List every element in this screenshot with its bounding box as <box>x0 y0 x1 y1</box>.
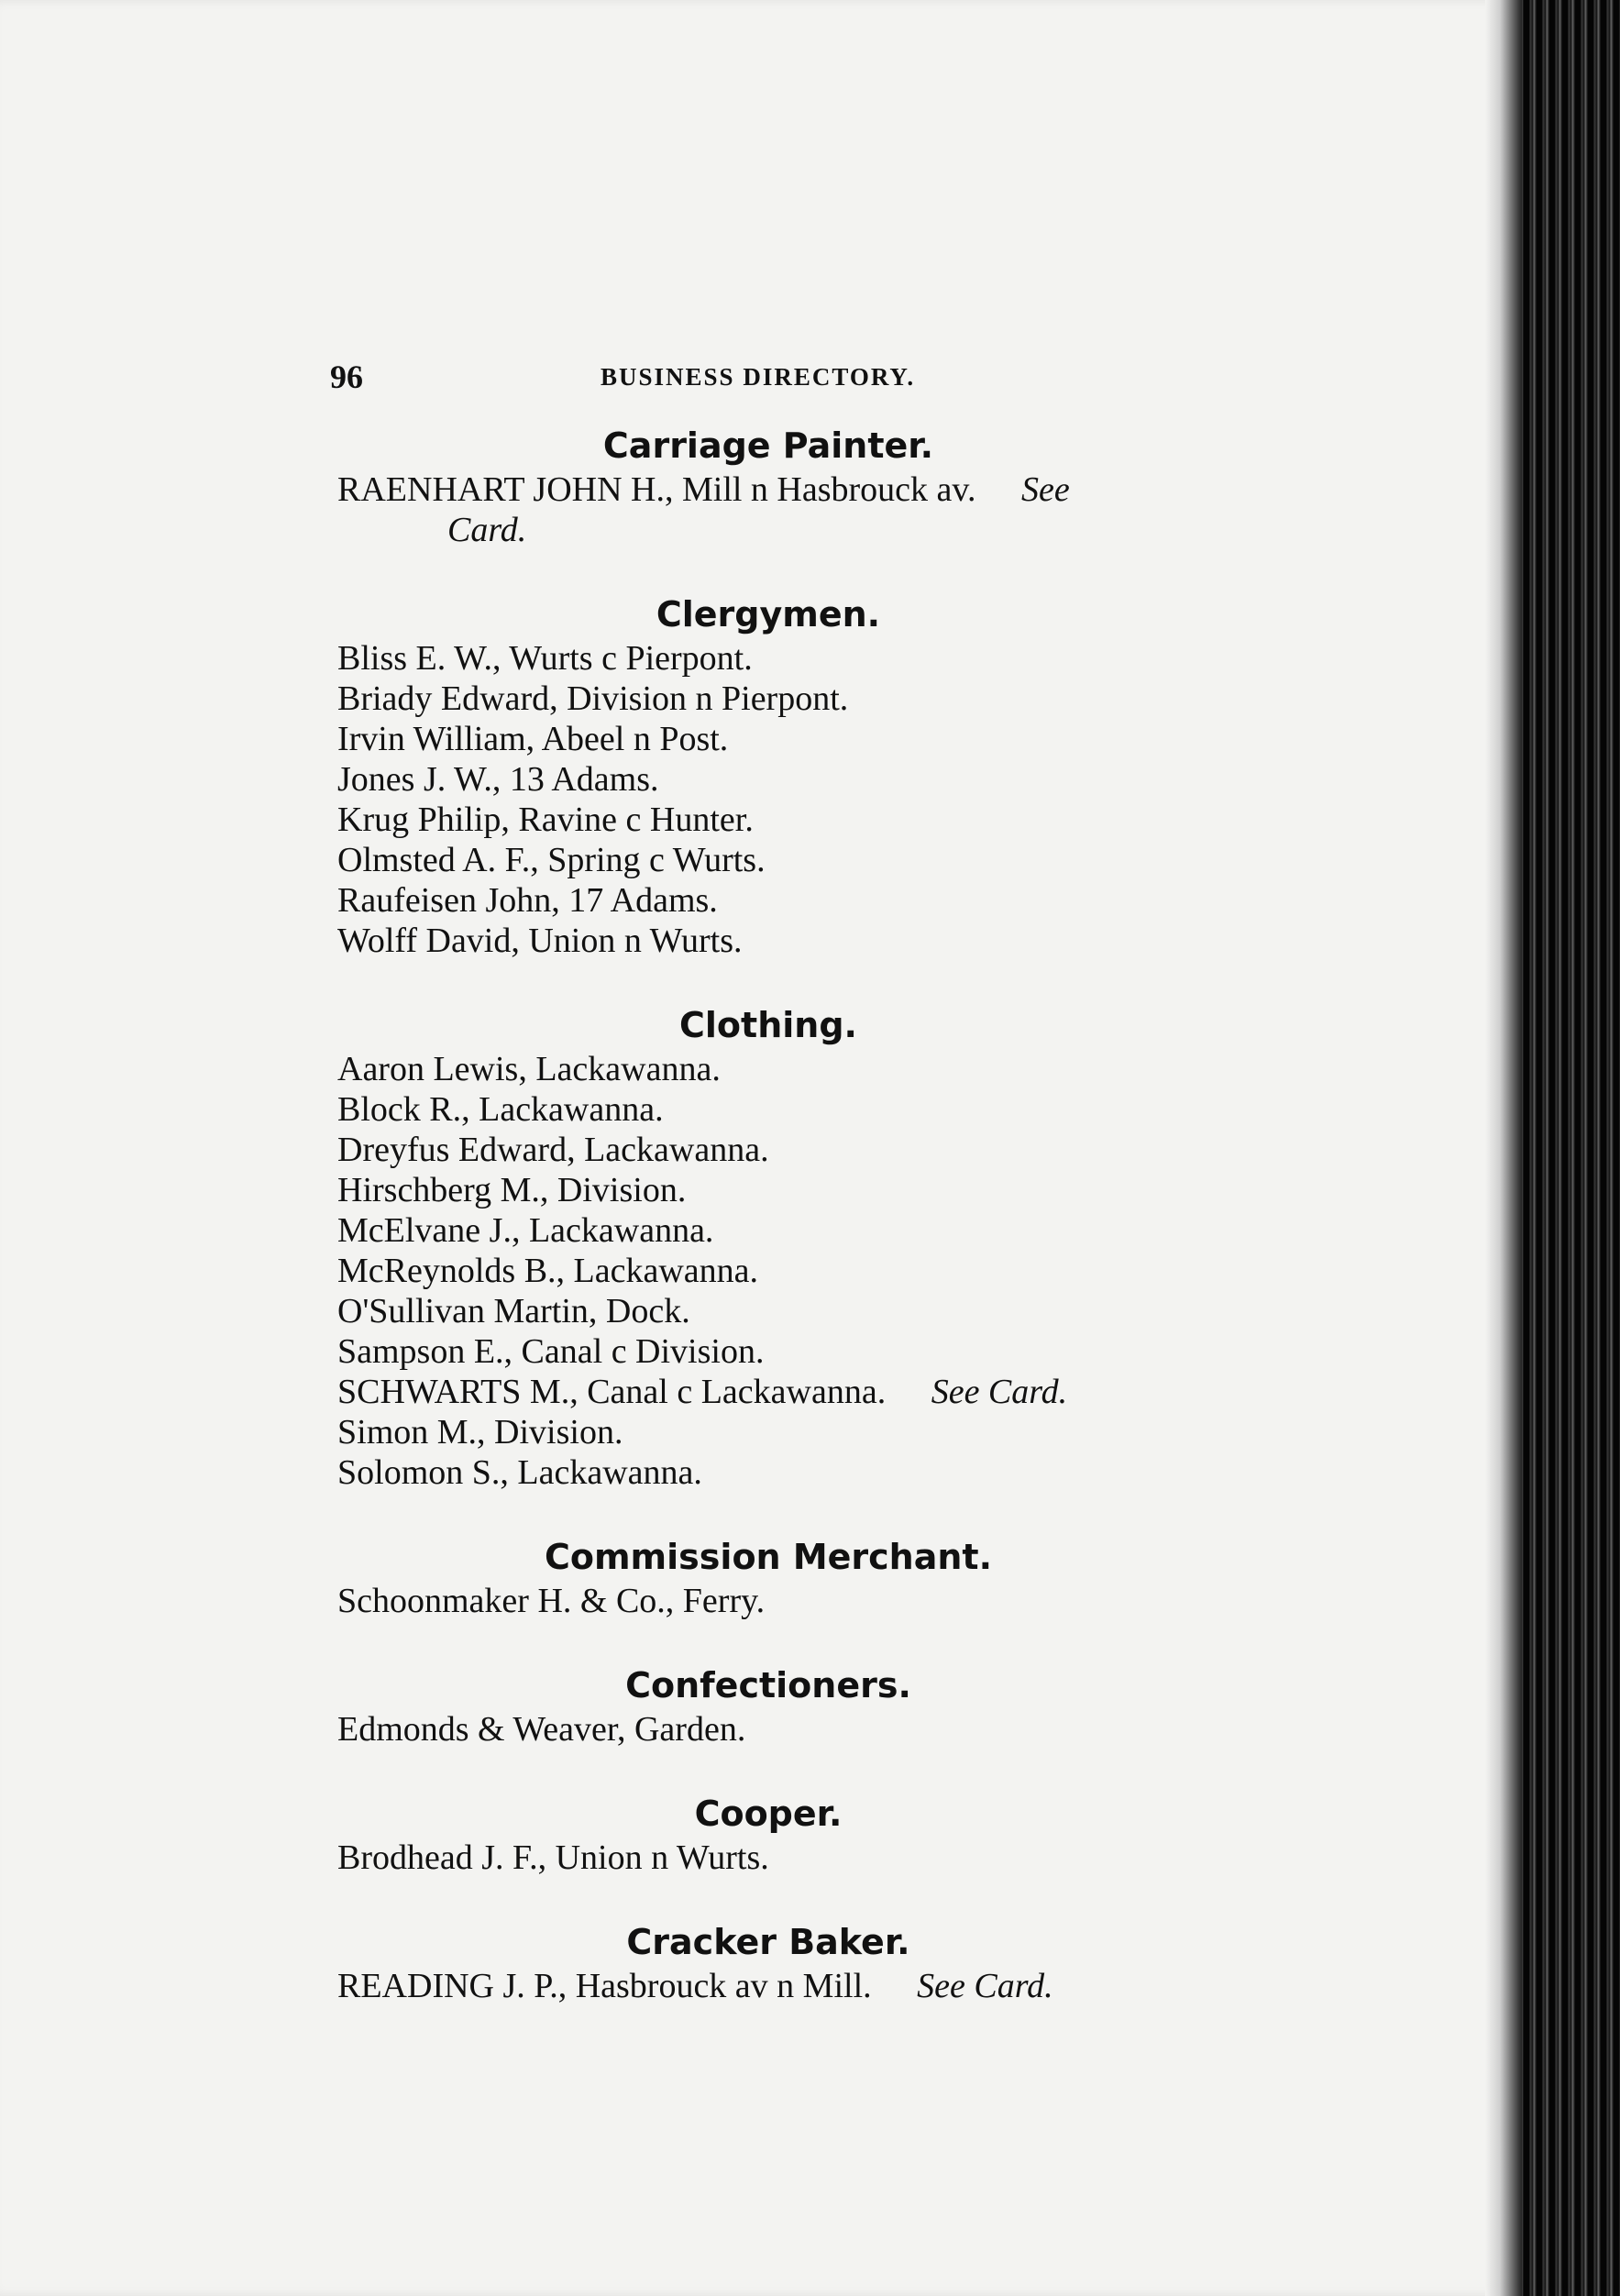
directory-entry: Simon M., Division. <box>337 1413 623 1452</box>
directory-entry: Edmonds & Weaver, Garden. <box>337 1710 746 1749</box>
see-card-note: See Card. <box>917 1967 1053 2005</box>
section-heading: Clergymen. <box>656 594 881 635</box>
section-clergymen <box>337 591 1254 961</box>
directory-entry: Brodhead J. F., Union n Wurts. <box>337 1838 769 1877</box>
entry-text: RAENHART JOHN H., Mill n Hasbrouck av. <box>337 470 976 509</box>
directory-entry-continuation <box>337 510 1254 550</box>
see-card-note: Card. <box>447 511 527 549</box>
directory-entry: Jones J. W., 13 Adams. <box>337 760 659 799</box>
directory-entry: Krug Philip, Ravine c Hunter. <box>337 800 754 839</box>
book-binding-edge <box>1485 0 1620 2296</box>
section-heading: Confectioners. <box>625 1665 911 1705</box>
section-commission-merchant <box>337 1533 1254 1621</box>
section-heading: Cracker Baker. <box>626 1922 910 1962</box>
section-clothing <box>337 1001 1254 1493</box>
directory-entry: Irvin William, Abeel n Post. <box>337 720 729 758</box>
directory-entry: McElvane J., Lackawanna. <box>337 1211 714 1250</box>
section-cracker-baker <box>337 1918 1254 2006</box>
directory-entry: Solomon S., Lackawanna. <box>337 1453 702 1492</box>
directory-entry: Sampson E., Canal c Division. <box>337 1332 765 1371</box>
directory-entry: Bliss E. W., Wurts c Pierpont. <box>337 639 753 678</box>
page-number: 96 <box>330 359 363 395</box>
section-heading: Commission Merchant. <box>544 1537 993 1577</box>
section-cooper <box>337 1790 1254 1878</box>
see-card-note: See <box>1020 470 1070 509</box>
section-heading: Carriage Painter. <box>602 425 934 466</box>
directory-entry: Block R., Lackawanna. <box>337 1090 664 1129</box>
section-heading: Clothing. <box>679 1005 857 1045</box>
directory-entry: Olmsted A. F., Spring c Wurts. <box>337 841 766 879</box>
directory-entry <box>337 1372 1254 1412</box>
see-card-note: See Card. <box>931 1373 1068 1411</box>
directory-entry: Hirschberg M., Division. <box>337 1171 687 1209</box>
directory-entry <box>337 469 1254 510</box>
section-heading: Cooper. <box>694 1794 843 1834</box>
running-head <box>330 358 1229 403</box>
entry-text: READING J. P., Hasbrouck av n Mill. <box>337 1967 872 2005</box>
directory-entry: Briady Edward, Division n Pierpont. <box>337 679 849 718</box>
directory-entry: O'Sullivan Martin, Dock. <box>337 1292 690 1330</box>
directory-content <box>337 422 1254 2006</box>
section-carriage-painter <box>337 422 1254 550</box>
directory-entry: Wolff David, Union n Wurts. <box>337 922 743 960</box>
directory-entry: Schoonmaker H. & Co., Ferry. <box>337 1582 766 1620</box>
section-confectioners <box>337 1661 1254 1750</box>
directory-entry: McReynolds B., Lackawanna. <box>337 1252 759 1290</box>
running-title: BUSINESS DIRECTORY. <box>601 363 916 391</box>
directory-entry: Dreyfus Edward, Lackawanna. <box>337 1131 769 1169</box>
directory-entry: Aaron Lewis, Lackawanna. <box>337 1050 721 1088</box>
directory-entry <box>337 1966 1254 2006</box>
entry-text: SCHWARTS M., Canal c Lackawanna. <box>337 1373 887 1411</box>
directory-entry: Raufeisen John, 17 Adams. <box>337 881 718 920</box>
